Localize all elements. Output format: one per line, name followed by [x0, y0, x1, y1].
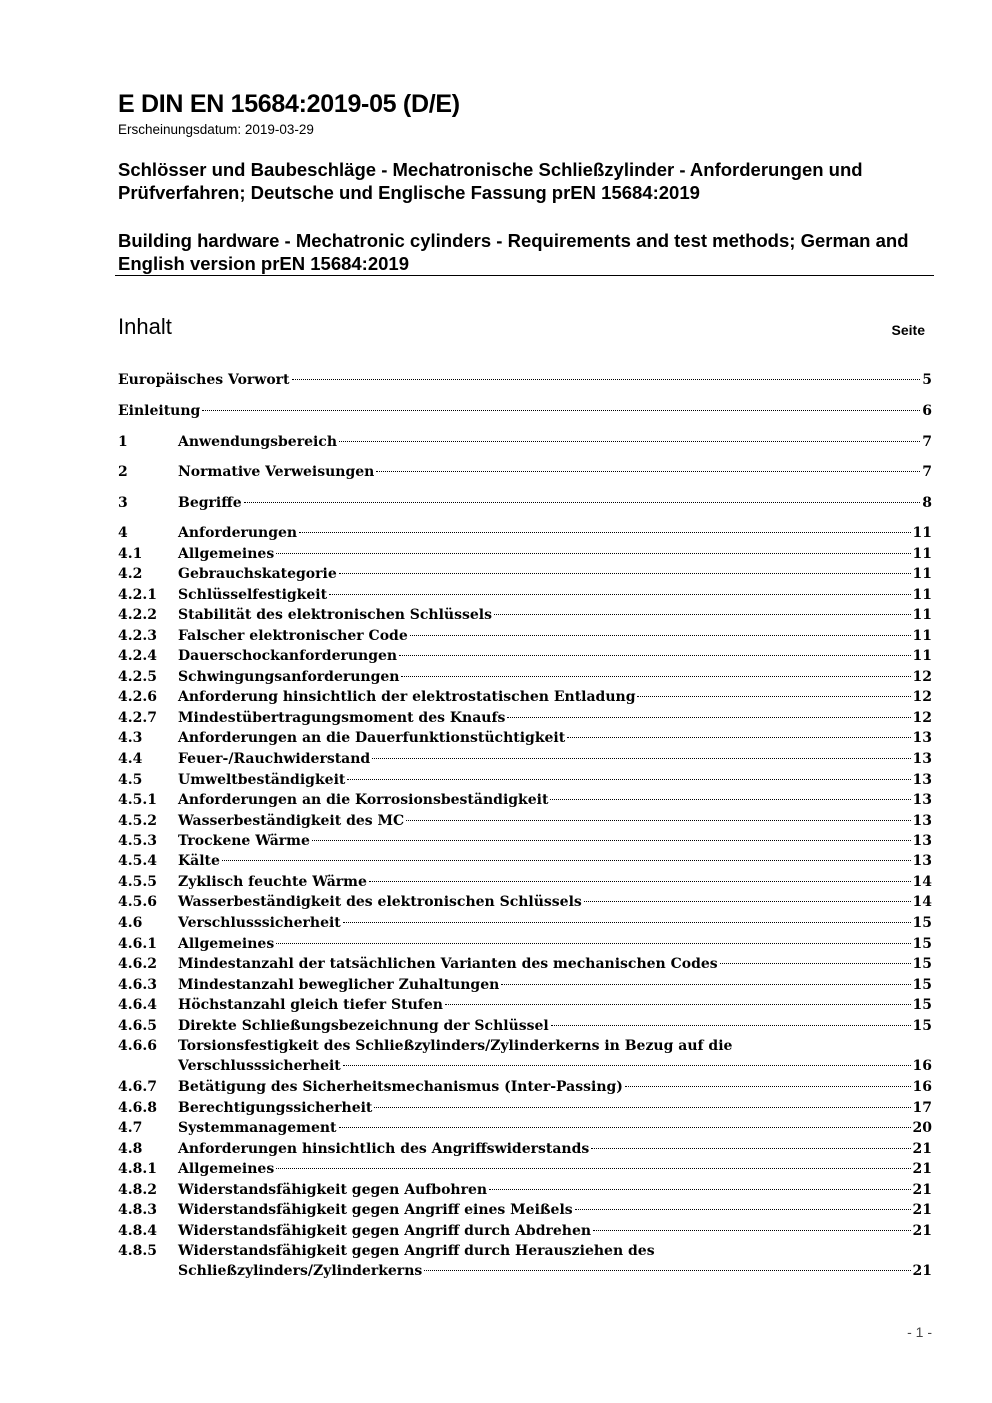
- toc-entry[interactable]: [118, 493, 932, 514]
- toc-leader-dots: [406, 820, 910, 821]
- toc-entry-number: 4.2.4: [118, 648, 157, 664]
- toc-entry-title: Widerstandsfähigkeit gegen Aufbohren: [178, 1182, 488, 1198]
- toc-entry-page: 12: [912, 710, 932, 726]
- toc-entry[interactable]: [118, 811, 932, 832]
- toc-entry[interactable]: [118, 1098, 932, 1119]
- toc-leader-dots: [329, 594, 910, 595]
- toc-entry[interactable]: [118, 831, 932, 852]
- toc-entry-title: Zyklisch feuchte Wärme: [178, 874, 367, 890]
- toc-entry-page: 7: [922, 464, 932, 480]
- toc-entry-number: 4.5.3: [118, 833, 157, 849]
- toc-leader-dots: [276, 943, 910, 944]
- toc-entry-page: 11: [912, 607, 932, 623]
- toc-entry-page: 15: [912, 956, 932, 972]
- toc-leader-dots: [244, 502, 921, 503]
- toc-entry-page: 21: [912, 1223, 932, 1239]
- toc-entry-number: 4.6.6: [118, 1038, 157, 1054]
- title-german: Schlösser und Baubeschläge - Mechatronische Schließzylinder - Anforderungen und Prüfverfahren; Deutsche und Englische Fassung prEN 15684:2019: [118, 159, 863, 203]
- toc-entry-title: Kälte: [178, 853, 220, 869]
- toc-entry-number: 4.6.4: [118, 997, 157, 1013]
- toc-entry-number: 4.5.4: [118, 853, 157, 869]
- toc-leader-dots: [312, 840, 911, 841]
- toc-entry-title: Normative Verweisungen: [178, 464, 375, 480]
- toc-entry-page: 21: [912, 1202, 932, 1218]
- toc-entry-number: 2: [118, 464, 128, 480]
- toc-entry-page: 14: [912, 874, 932, 890]
- toc-entry-title: Direkte Schließungsbezeichnung der Schlüssel: [178, 1018, 549, 1034]
- toc-entry-page: 15: [912, 915, 932, 931]
- toc-entry[interactable]: [118, 605, 932, 626]
- toc-leader-dots: [567, 737, 910, 738]
- toc-entry-title: Wasserbeständigkeit des elektronischen Schlüssels: [178, 894, 582, 910]
- toc-entry[interactable]: [118, 790, 932, 811]
- toc-entry-page: 13: [912, 772, 932, 788]
- toc-entry-number: 4.1: [118, 546, 143, 562]
- toc-leader-dots: [551, 1025, 911, 1026]
- toc-entry-title: Anforderungen an die Korrosionsbeständigkeit: [178, 792, 549, 808]
- toc-entry[interactable]: [118, 892, 932, 913]
- toc-entry-number: 4.5.5: [118, 874, 157, 890]
- toc-entry-page: 5: [922, 372, 932, 388]
- toc-entry-title: Feuer-/Rauchwiderstand: [178, 751, 371, 767]
- toc-entry-number: 4.8: [118, 1141, 143, 1157]
- toc-entry[interactable]: [118, 585, 932, 606]
- toc-leader-dots: [376, 471, 920, 472]
- toc-leader-dots: [445, 1004, 911, 1005]
- toc-entry-title: Anforderungen hinsichtlich des Angriffswiderstands: [178, 1141, 590, 1157]
- toc-entry-number: 4.8.2: [118, 1182, 157, 1198]
- toc-entry-title: Umweltbeständigkeit: [178, 772, 346, 788]
- toc-entry-number: 4.7: [118, 1120, 143, 1136]
- toc-entry-title: Systemmanagement: [178, 1120, 337, 1136]
- toc-entry-page: 15: [912, 997, 932, 1013]
- toc-entry-page: 15: [912, 936, 932, 952]
- toc-leader-dots: [401, 676, 910, 677]
- toc-entry-title: Dauerschockanforderungen: [178, 648, 398, 664]
- toc-entry-number: 4.6.2: [118, 956, 157, 972]
- toc-entry-continuation[interactable]: [118, 1261, 932, 1282]
- toc-entry[interactable]: [118, 954, 932, 975]
- toc-leader-dots: [591, 1148, 910, 1149]
- toc-entry[interactable]: [118, 432, 932, 453]
- toc-leader-dots: [501, 984, 910, 985]
- toc-entry-page: 13: [912, 853, 932, 869]
- toc-entry[interactable]: [118, 1221, 932, 1242]
- toc-page-column-heading: Seite: [891, 322, 925, 338]
- toc-entry-title: Trockene Wärme: [178, 833, 310, 849]
- toc-leader-dots: [347, 779, 910, 780]
- toc-leader-dots: [276, 553, 910, 554]
- toc-entry-title: Schlüsselfestigkeit: [178, 587, 328, 603]
- toc-entry-number: 4.4: [118, 751, 143, 767]
- toc-leader-dots: [424, 1270, 910, 1271]
- toc-entry[interactable]: [118, 770, 932, 791]
- page-number: - 1 -: [907, 1324, 932, 1340]
- standard-id: E DIN EN 15684:2019-05 (D/E): [118, 90, 460, 118]
- toc-entry[interactable]: [118, 687, 932, 708]
- toc-entry-page: 15: [912, 977, 932, 993]
- toc-entry-title: Europäisches Vorwort: [118, 372, 290, 388]
- toc-entry-title: Höchstanzahl gleich tiefer Stufen: [178, 997, 443, 1013]
- toc-leader-dots: [343, 922, 911, 923]
- toc-entry[interactable]: [118, 1016, 932, 1037]
- toc-entry-page: 11: [912, 525, 932, 541]
- toc-entry-title: Schwingungsanforderungen: [178, 669, 400, 685]
- toc-entry-title: Wasserbeständigkeit des MC: [178, 813, 405, 829]
- toc-leader-dots: [489, 1189, 910, 1190]
- toc-entry-page: 6: [922, 403, 932, 419]
- toc-entry-title-continuation: Schließzylinders/Zylinderkerns: [178, 1263, 423, 1279]
- toc-entry-page: 13: [912, 792, 932, 808]
- toc-entry-page: 21: [912, 1182, 932, 1198]
- toc-entry[interactable]: [118, 851, 932, 872]
- toc-entry-number: 4.2.5: [118, 669, 157, 685]
- toc-entry-number: 4.2.3: [118, 628, 157, 644]
- toc-entry-title: Widerstandsfähigkeit gegen Angriff eines Meißels: [178, 1202, 573, 1218]
- toc-entry-page: 15: [912, 1018, 932, 1034]
- toc-entry-number: 3: [118, 495, 128, 511]
- toc-leader-dots: [550, 799, 910, 800]
- toc-entry-page: 21: [912, 1161, 932, 1177]
- toc-entry-number: 4.2.1: [118, 587, 157, 603]
- toc-entry[interactable]: [118, 544, 932, 565]
- toc-entry-number: 1: [118, 434, 128, 450]
- toc-entry-title: Mindestübertragungsmoment des Knaufs: [178, 710, 506, 726]
- toc-entry[interactable]: [118, 523, 932, 544]
- toc-entry-title: Verschlusssicherheit: [178, 915, 341, 931]
- toc-entry-title: Allgemeines: [178, 1161, 275, 1177]
- toc-entry-page: 20: [912, 1120, 932, 1136]
- toc-entry[interactable]: [118, 1036, 932, 1057]
- toc-entry-title: Gebrauchskategorie: [178, 566, 337, 582]
- toc-entry-number: 4.2: [118, 566, 143, 582]
- toc-entry-page: 16: [912, 1079, 932, 1095]
- toc-leader-dots: [222, 860, 911, 861]
- toc-leader-dots: [625, 1086, 911, 1087]
- toc-entry[interactable]: [118, 872, 932, 893]
- toc-entry-title: Begriffe: [178, 495, 242, 511]
- toc-entry-title: Widerstandsfähigkeit gegen Angriff durch Abdrehen: [178, 1223, 592, 1239]
- toc-entry-number: 4.8.4: [118, 1223, 157, 1239]
- toc-entry-page: 16: [912, 1058, 932, 1074]
- toc-leader-dots: [299, 532, 910, 533]
- toc-entry[interactable]: [118, 1118, 932, 1139]
- toc-entry-number: 4.2.7: [118, 710, 157, 726]
- toc-entry-number: 4.5: [118, 772, 143, 788]
- toc-entry-number: 4.6.1: [118, 936, 157, 952]
- toc-heading: Inhalt: [118, 314, 172, 339]
- toc-entry-number: 4.6.3: [118, 977, 157, 993]
- toc-entry-page: 11: [912, 546, 932, 562]
- toc-entry-number: 4.6: [118, 915, 143, 931]
- toc-leader-dots: [369, 881, 911, 882]
- toc-leader-dots: [399, 655, 910, 656]
- toc-entry[interactable]: [118, 1077, 932, 1098]
- toc-entry[interactable]: [118, 913, 932, 934]
- toc-entry-title: Allgemeines: [178, 936, 275, 952]
- toc-entry-number: 4.8.5: [118, 1243, 157, 1259]
- toc-entry[interactable]: [118, 462, 932, 483]
- toc-entry-number: 4.5.6: [118, 894, 157, 910]
- toc-entry-title: Falscher elektronischer Code: [178, 628, 408, 644]
- toc-entry[interactable]: [118, 370, 932, 391]
- toc-entry-title-continuation: Verschlusssicherheit: [178, 1058, 341, 1074]
- toc-entry-number: 4.5.1: [118, 792, 157, 808]
- toc-entry-title: Mindestanzahl beweglicher Zuhaltungen: [178, 977, 500, 993]
- title-english: Building hardware - Mechatronic cylinders - Requirements and test methods; German and English version prEN 15684:2019: [118, 230, 909, 274]
- toc-entry[interactable]: [118, 975, 932, 996]
- toc-leader-dots: [374, 1107, 910, 1108]
- toc-entry[interactable]: [118, 626, 932, 647]
- toc-entry-title: Berechtigungssicherheit: [178, 1100, 373, 1116]
- toc-entry[interactable]: [118, 646, 932, 667]
- toc-entry-number: 4.5.2: [118, 813, 157, 829]
- toc-entry-page: 11: [912, 648, 932, 664]
- toc-leader-dots: [494, 614, 911, 615]
- toc-entry[interactable]: [118, 667, 932, 688]
- toc-entry-page: 11: [912, 628, 932, 644]
- toc-entry[interactable]: [118, 1180, 932, 1201]
- toc-entry-page: 11: [912, 566, 932, 582]
- toc-entry[interactable]: [118, 749, 932, 770]
- toc-entry[interactable]: [118, 401, 932, 422]
- toc-entry-page: 17: [912, 1100, 932, 1116]
- toc-leader-dots: [339, 573, 911, 574]
- toc-entry-number: 4.6.8: [118, 1100, 157, 1116]
- toc-entry-page: 12: [912, 689, 932, 705]
- toc-leader-dots: [410, 635, 911, 636]
- toc-entry-title: Widerstandsfähigkeit gegen Angriff durch Herausziehen des: [178, 1243, 655, 1259]
- toc-entry-title: Anforderung hinsichtlich der elektrostatischen Entladung: [178, 689, 636, 705]
- toc-leader-dots: [575, 1209, 911, 1210]
- toc-leader-dots: [343, 1065, 911, 1066]
- toc-entry[interactable]: [118, 564, 932, 585]
- toc-entry-page: 21: [912, 1263, 932, 1279]
- toc-entry-title: Anforderungen: [178, 525, 298, 541]
- toc-leader-dots: [507, 717, 910, 718]
- toc-entry-number: 4.8.1: [118, 1161, 157, 1177]
- toc-leader-dots: [637, 696, 910, 697]
- toc-entry-title: Anwendungsbereich: [178, 434, 337, 450]
- toc-entry[interactable]: [118, 708, 932, 729]
- toc-entry-page: 21: [912, 1141, 932, 1157]
- toc-entry-title: Mindestanzahl der tatsächlichen Varianten des mechanischen Codes: [178, 956, 718, 972]
- toc-entry[interactable]: [118, 728, 932, 749]
- toc-entry-page: 8: [922, 495, 932, 511]
- toc-leader-dots: [720, 963, 911, 964]
- toc-entry[interactable]: [118, 1200, 932, 1221]
- toc-entry-number: 4.8.3: [118, 1202, 157, 1218]
- toc-entry-number: 4.2.2: [118, 607, 157, 623]
- toc-leader-dots: [202, 410, 920, 411]
- toc-entry[interactable]: [118, 995, 932, 1016]
- toc-entry[interactable]: [118, 1139, 932, 1160]
- toc-entry[interactable]: [118, 934, 932, 955]
- toc-entry-page: 13: [912, 813, 932, 829]
- toc-entry[interactable]: [118, 1159, 932, 1180]
- toc-entry-number: 4: [118, 525, 128, 541]
- toc-leader-dots: [372, 758, 910, 759]
- toc-entry-continuation[interactable]: [118, 1056, 932, 1077]
- toc-entry-page: 11: [912, 587, 932, 603]
- header-divider: [115, 275, 934, 276]
- toc-entry-title: Anforderungen an die Dauerfunktionstüchtigkeit: [178, 730, 566, 746]
- toc-entry-number: 4.6.5: [118, 1018, 157, 1034]
- toc-entry-title: Stabilität des elektronischen Schlüssels: [178, 607, 492, 623]
- toc-entry-page: 13: [912, 833, 932, 849]
- toc-entry[interactable]: [118, 1241, 932, 1262]
- toc-entry-number: 4.6.7: [118, 1079, 157, 1095]
- toc-leader-dots: [339, 441, 920, 442]
- toc-entry-page: 14: [912, 894, 932, 910]
- toc-leader-dots: [339, 1127, 911, 1128]
- toc-entry-title: Allgemeines: [178, 546, 275, 562]
- toc-leader-dots: [276, 1168, 910, 1169]
- toc-entry-number: 4.3: [118, 730, 143, 746]
- toc-leader-dots: [584, 901, 911, 902]
- toc-leader-dots: [593, 1230, 910, 1231]
- toc-leader-dots: [292, 379, 921, 380]
- toc-entry-page: 7: [922, 434, 932, 450]
- toc-entry-title: Betätigung des Sicherheitsmechanismus (Inter-Passing): [178, 1079, 623, 1095]
- publication-date: Erscheinungsdatum: 2019-03-29: [118, 122, 314, 137]
- toc-entry-title: Einleitung: [118, 403, 201, 419]
- toc-entry-page: 12: [912, 669, 932, 685]
- toc-entry-page: 13: [912, 730, 932, 746]
- toc-entry-page: 13: [912, 751, 932, 767]
- toc-entry-title: Torsionsfestigkeit des Schließzylinders/Zylinderkerns in Bezug auf die: [178, 1038, 733, 1054]
- toc-entry-number: 4.2.6: [118, 689, 157, 705]
